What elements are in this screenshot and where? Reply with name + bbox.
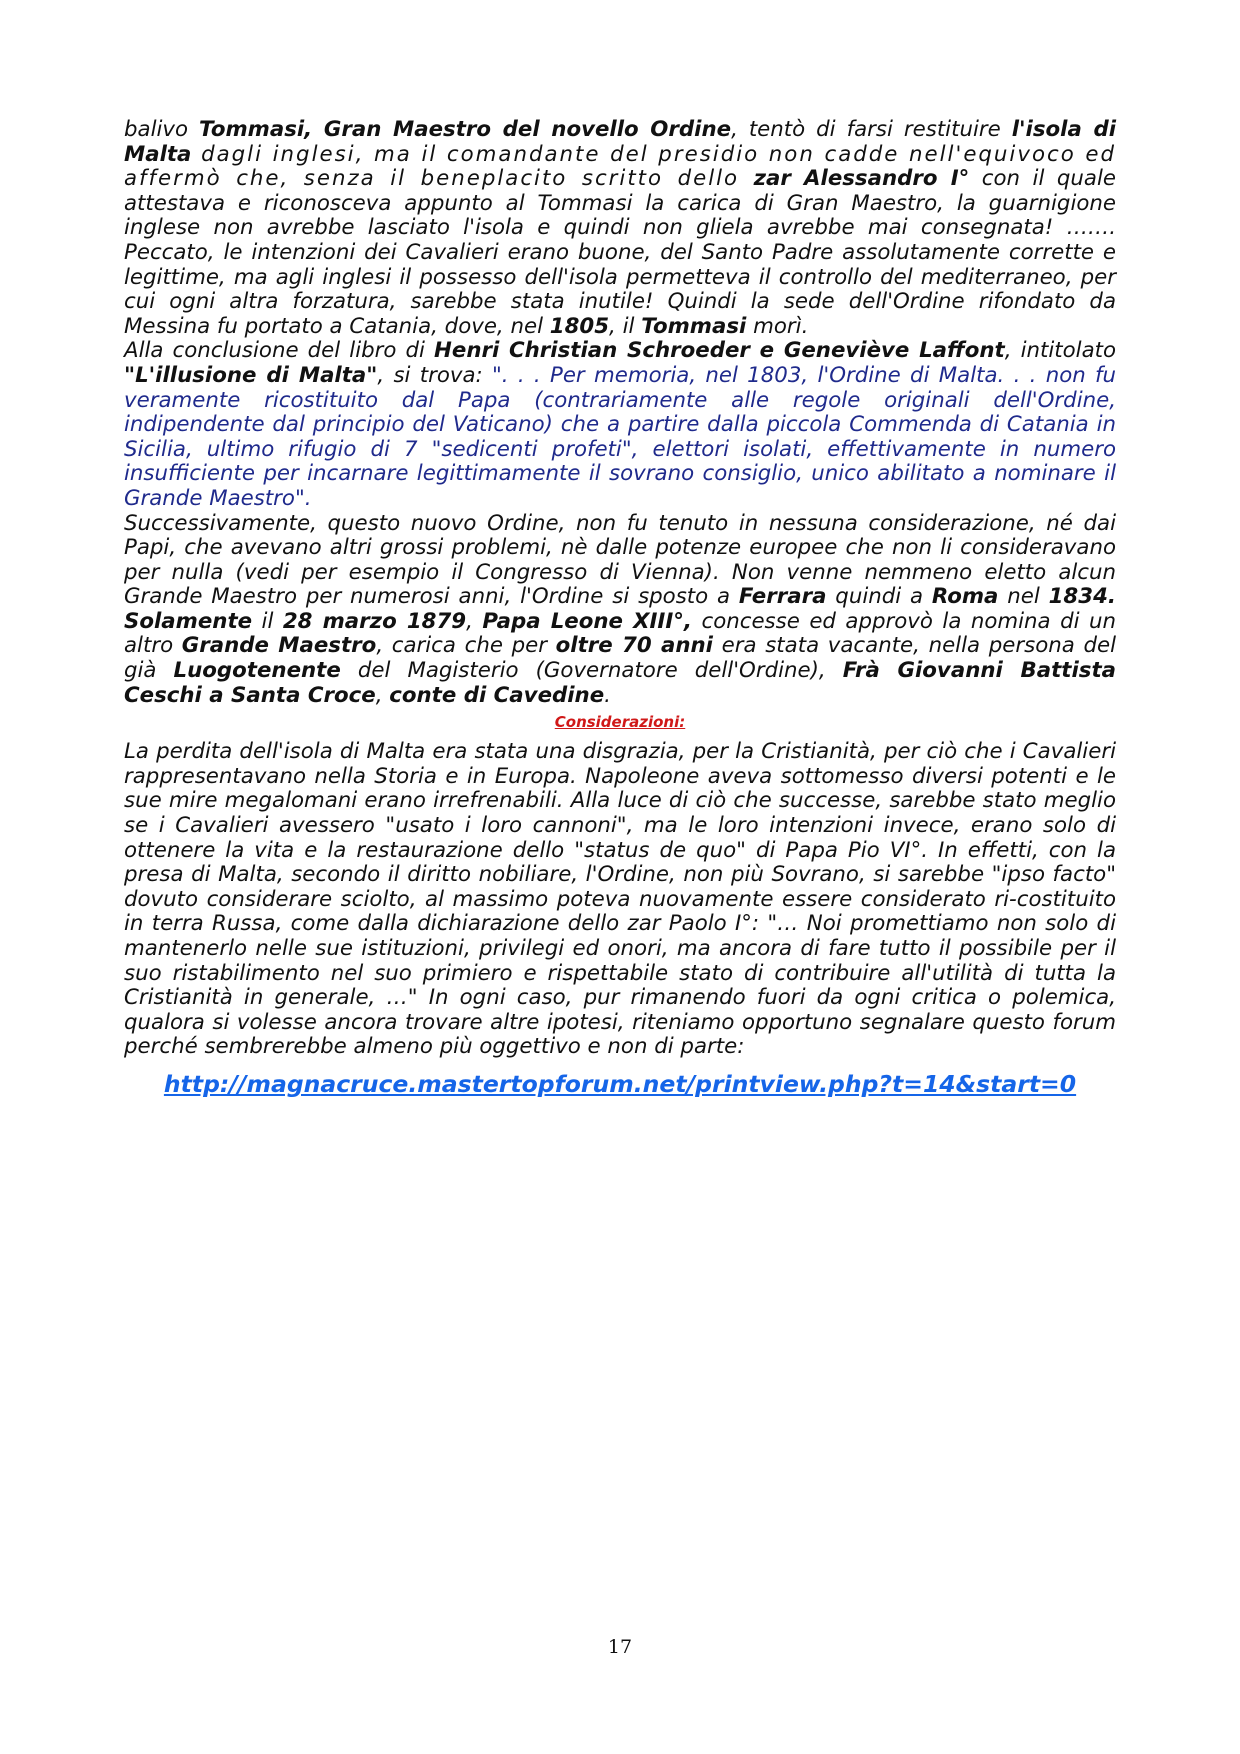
bold-text: zar Alessandro I°	[753, 166, 970, 192]
paragraph-tommasi	[124, 118, 1116, 339]
text-span: concesse ed approvò la nomina di un altro	[124, 608, 1116, 659]
text-span: del Magisterio (Governatore dell'Ordine),	[340, 658, 843, 684]
text-span: con il quale attestava e riconosceva appunto al Tommasi la carica di Gran Maestro, la guarnigione inglese non avrebbe lasciato l'isola e quindi non gliela avrebbe mai consegnata! ……. Peccato, le intenzioni dei Cavalieri erano buone, del Santo Padre assolutamente corrette e legittime, ma agli inglesi il possesso dell'isola permetteva il controllo del mediterraneo, per cui ogni altra forzatura, sarebbe stata inutile! Quindi la sede dell'Ordine rifondato da Messina fu portato a Catania, dove, nel	[124, 166, 1116, 339]
text-span: dagli inglesi, ma il comandante del presidio non cadde nell'equivoco ed affermò che, senza il beneplacito scritto dello	[124, 141, 1116, 192]
bold-text: 1805	[549, 313, 610, 339]
bold-text: Henri Christian Schroeder e Geneviève Laffont	[434, 338, 1005, 364]
text-span: ,	[375, 682, 390, 708]
bold-text: conte di Cavedine	[389, 682, 605, 708]
bold-text: 28 marzo 1879	[282, 608, 467, 634]
bold-text: l'isola di Malta	[124, 117, 1116, 167]
bold-text: Tommasi	[641, 313, 747, 339]
text-span: morì.	[746, 313, 809, 339]
text-span: , tentò di farsi restituire	[731, 117, 1012, 142]
page-number: 17	[607, 1636, 633, 1658]
quoted-passage: ". . . Per memoria, nel 1803, l'Ordine di Malta. . . non fu veramente ricostituito dal Papa (contrariamente alle regole originali dell'Ordine, indipendente dal principio del Vaticano) che a partire dalla piccola Commenda di Catania in Sicilia, ultimo rifugio di 7 "sedicenti profeti", elettori isolati, effettivamente in numero insufficiente per incarnare legittimamente il sovrano consiglio, unico abilitato a nominare il Grande Maestro".	[124, 362, 1117, 511]
text-span: , il	[609, 313, 642, 339]
bold-text: Grande Maestro	[181, 633, 377, 659]
text-span: era stata vacante, nella persona del già	[124, 633, 1116, 684]
text-span: Alla conclusione del libro di	[124, 338, 435, 364]
paragraph-successivamente	[124, 512, 1116, 709]
paragraph-schroeder-laffont	[124, 339, 1116, 511]
text-span: , carica che per	[376, 633, 556, 659]
text-span: quindi a	[826, 584, 932, 610]
bold-text: Frà Giovanni Battista Ceschi a Santa Croce	[124, 658, 1117, 708]
bold-text: Papa Leone XIII°,	[482, 608, 693, 634]
paragraph-considerazioni: La perdita dell'isola di Malta era stata una disgrazia, per la Cristianità, per ciò che i Cavalieri rappresentavano nella Storia e in Europa. Napoleone aveva sottomesso diversi potenti e le sue mire megalomani erano irrefrenabili. Alla luce di ciò che successe, sarebbe stato meglio se i Cavalieri avessero "usato i loro cannoni", ma le loro intenzioni invece, erano solo di ottenere la vita e la restaurazione dello "status de quo" di Papa Pio VI°. In effetti, con la presa di Malta, secondo il diritto nobiliare, l'Ordine, non più Sovrano, si sarebbe "ipso facto" dovuto considerare sciolto, al massimo poteva nuovamente essere considerato ri-costituito in terra Russa, come dalla dichiarazione dello zar Paolo I°: "… Noi promettiamo non solo di mantenerlo nelle sue istituzioni, privilegi ed onori, ma ancora di fare tutto il possibile per il suo ristabilimento nel suo primiero e rispettabile stato di contribuire all'utilità di tutta la Cristianità in generale, …" In ogni caso, pur rimanendo fuori da ogni critica o polemica, qualora si volesse ancora trovare altre ipotesi, riteniamo opportuno segnalare questo forum perché sembrerebbe almeno più oggettivo e non di parte:	[124, 739, 1116, 1060]
bold-text: Tommasi, Gran Maestro del novello Ordine	[199, 117, 732, 142]
bold-text: Roma	[931, 584, 999, 610]
bold-text: Luogotenente	[173, 658, 341, 684]
bold-text: oltre 70 anni	[555, 633, 713, 659]
text-span: balivo	[124, 117, 200, 142]
text-span: ,	[466, 608, 483, 634]
text-span: nel	[998, 584, 1049, 610]
text-span: , si trova:	[377, 362, 493, 388]
bold-text: 1834. Solamente	[124, 584, 1116, 634]
bold-text: Ferrara	[738, 584, 827, 610]
text-span: , intitolato	[1004, 338, 1117, 364]
text-span: il	[252, 608, 283, 634]
section-heading-considerazioni: Considerazioni:	[554, 713, 686, 732]
text-span: .	[604, 682, 611, 708]
forum-link[interactable]: http://magnacruce.mastertopforum.net/printview.php?t=14&start=0	[163, 1069, 1077, 1098]
text-span: Successivamente, questo nuovo Ordine, non fu tenuto in nessuna considerazione, né dai Papi, che avevano altri grossi problemi, nè dalle potenze europee che non li consideravano per nulla (vedi per esempio il Congresso di Vienna). Non venne nemmeno eletto alcun Grande Maestro per numerosi anni, l'Ordine si sposto a	[124, 510, 1116, 610]
book-title: "L'illusione di Malta"	[124, 362, 378, 388]
page-body	[124, 118, 1116, 1099]
